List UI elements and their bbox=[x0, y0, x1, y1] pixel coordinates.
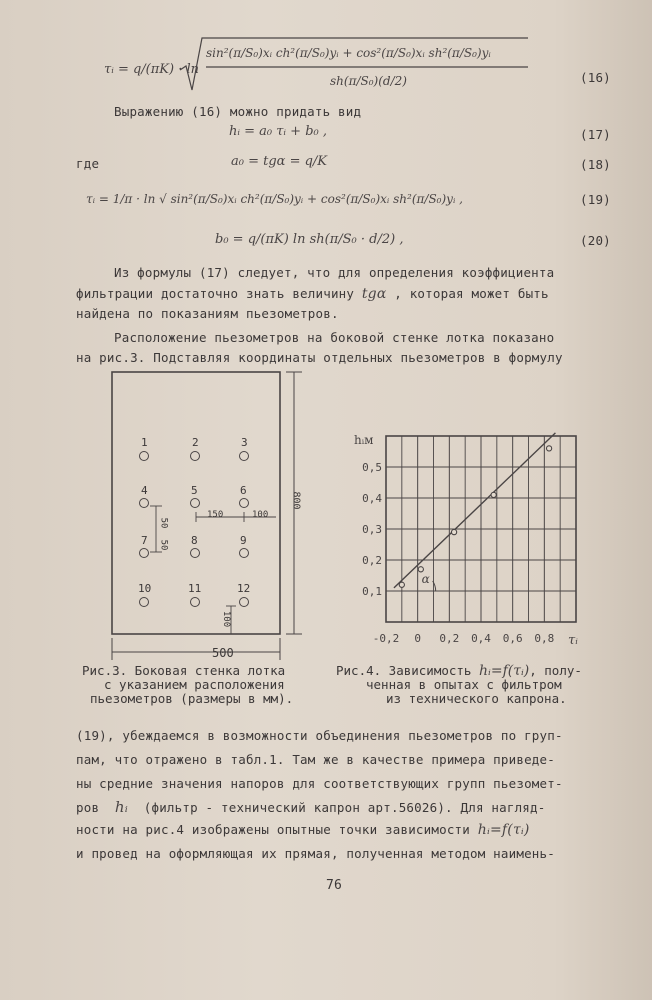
p1-line2: фильтрации достаточно знать величину tgα , которая может быть bbox=[76, 286, 549, 302]
figure3-caption: Рис.3. Боковая стенка лотка с указанием расположения пьезометров (размеры в мм). bbox=[82, 663, 294, 706]
p1-line1: Из формулы (17) следует, что для определения коэффициента bbox=[114, 265, 555, 280]
piezometer-1 bbox=[139, 451, 149, 461]
eq16-lhs: τᵢ = q/(πK) · ln bbox=[104, 62, 199, 77]
piezometer-label-5: 5 bbox=[191, 484, 198, 497]
eq16-number: (16) bbox=[580, 70, 611, 85]
figure4-caption: Рис.4. Зависимость hᵢ=f(τᵢ), полу- ченная в опытах с фильтром из технического капрона. bbox=[336, 663, 582, 706]
p3-line4: ров hᵢ (фильтр - технический капрон арт.56026). Для нагляд- bbox=[76, 798, 546, 816]
dim-width-500: 500 bbox=[212, 646, 234, 660]
dim-height-800: 800 bbox=[290, 491, 302, 510]
p2-line2: на рис.3. Подставляя координаты отдельных пьезометров в формулу bbox=[76, 350, 563, 365]
piezometer-3 bbox=[239, 451, 249, 461]
piezometer-2 bbox=[190, 451, 200, 461]
piezometer-5 bbox=[190, 498, 200, 508]
eq16-sqrt-sign bbox=[178, 34, 530, 98]
data-point bbox=[399, 582, 404, 587]
p3-line5: ности на рис.4 изображены опытные точки зависимости hᵢ=f(τᵢ) bbox=[76, 822, 530, 838]
piezometer-10 bbox=[139, 597, 149, 607]
dim-100-bottom: 100 bbox=[221, 610, 232, 628]
piezometer-12 bbox=[239, 597, 249, 607]
y-tick-label: 0,4 bbox=[362, 492, 382, 505]
p2-line1: Расположение пьезометров на боковой стенке лотка показано bbox=[114, 330, 555, 345]
y-tick-label: 0,3 bbox=[362, 523, 382, 536]
piezometer-label-3: 3 bbox=[241, 436, 248, 449]
piezometer-label-9: 9 bbox=[240, 534, 247, 547]
intro-eq17: Выражению (16) можно придать вид bbox=[114, 104, 362, 119]
y-tick-label: 0,5 bbox=[362, 461, 382, 474]
eq19: τᵢ = 1/π · ln √ sin²(π/S₀)xᵢ ch²(π/S₀)yᵢ + cos²(π/S₀)xᵢ sh²(π/S₀)yᵢ , bbox=[86, 192, 463, 206]
eq16-radicand: sin²(π/S₀)xᵢ ch²(π/S₀)yᵢ + cos²(π/S₀)xᵢ sh²(π/S₀)yᵢ bbox=[206, 46, 491, 60]
piezometer-label-7: 7 bbox=[141, 534, 148, 547]
piezometer-label-8: 8 bbox=[191, 534, 198, 547]
piezometer-label-12: 12 bbox=[237, 582, 251, 595]
x-tick-label: -0,2 bbox=[372, 632, 400, 645]
p1-line3: найдена по показаниям пьезометров. bbox=[76, 306, 339, 321]
figure3-drawing bbox=[96, 362, 316, 662]
p3-line2: пам, что отражено в табл.1. Там же в качестве примера приведе- bbox=[76, 752, 555, 767]
piezometer-label-10: 10 bbox=[138, 582, 152, 595]
x-axis-label: τᵢ bbox=[568, 633, 578, 648]
piezometer-label-6: 6 bbox=[240, 484, 247, 497]
annotation-alpha: α bbox=[421, 572, 430, 586]
y-tick-label: 0,2 bbox=[362, 554, 382, 567]
piezometer-label-4: 4 bbox=[141, 484, 148, 497]
figure4-chart bbox=[340, 422, 590, 658]
eq19-number: (19) bbox=[580, 192, 611, 207]
p3-line1: (19), убеждаемся в возможности объединения пьезометров по груп- bbox=[76, 728, 563, 743]
piezometer-7 bbox=[139, 548, 149, 558]
page-number: 76 bbox=[326, 878, 343, 893]
dim-150: 150 bbox=[207, 510, 224, 520]
piezometer-label-2: 2 bbox=[192, 436, 199, 449]
where-label: где bbox=[76, 156, 100, 171]
piezometer-11 bbox=[190, 597, 200, 607]
piezometer-9 bbox=[239, 548, 249, 558]
p3-line6: и провед на оформляющая их прямая, полученная методом наимень- bbox=[76, 846, 555, 861]
x-tick-label: 0 bbox=[414, 632, 421, 645]
dim-50-a: 50 bbox=[158, 517, 169, 529]
x-tick-label: 0,6 bbox=[502, 632, 523, 645]
data-point bbox=[546, 446, 551, 451]
piezometer-label-11: 11 bbox=[188, 582, 202, 595]
x-tick-label: 0,4 bbox=[471, 632, 491, 645]
eq17: hᵢ = a₀ τᵢ + b₀ , bbox=[229, 124, 328, 139]
piezometer-4 bbox=[139, 498, 149, 508]
dim-100: 100 bbox=[252, 510, 269, 520]
piezometer-label-1: 1 bbox=[141, 436, 148, 449]
eq17-number: (17) bbox=[580, 127, 611, 142]
p3-line3: ны средние значения напоров для соответствующих групп пьезомет- bbox=[76, 776, 563, 791]
data-point bbox=[451, 530, 456, 535]
y-tick-label: 0,1 bbox=[362, 585, 382, 598]
x-tick-label: 0,2 bbox=[439, 632, 460, 645]
y-axis-label: hᵢм bbox=[354, 433, 374, 447]
eq16-denominator: sh(π/S₀)(d/2) bbox=[330, 74, 407, 88]
eq18: a₀ = tgα = q/K bbox=[231, 154, 328, 169]
eq18-number: (18) bbox=[580, 157, 611, 172]
x-tick-label: 0,8 bbox=[534, 632, 555, 645]
dim-50-b: 50 bbox=[158, 539, 169, 551]
data-point bbox=[491, 492, 496, 497]
eq20: b₀ = q/(πK) ln sh(π/S₀ · d/2) , bbox=[215, 232, 404, 247]
piezometer-6 bbox=[239, 498, 249, 508]
piezometer-8 bbox=[190, 548, 200, 558]
eq20-number: (20) bbox=[580, 233, 611, 248]
data-point bbox=[418, 567, 423, 572]
